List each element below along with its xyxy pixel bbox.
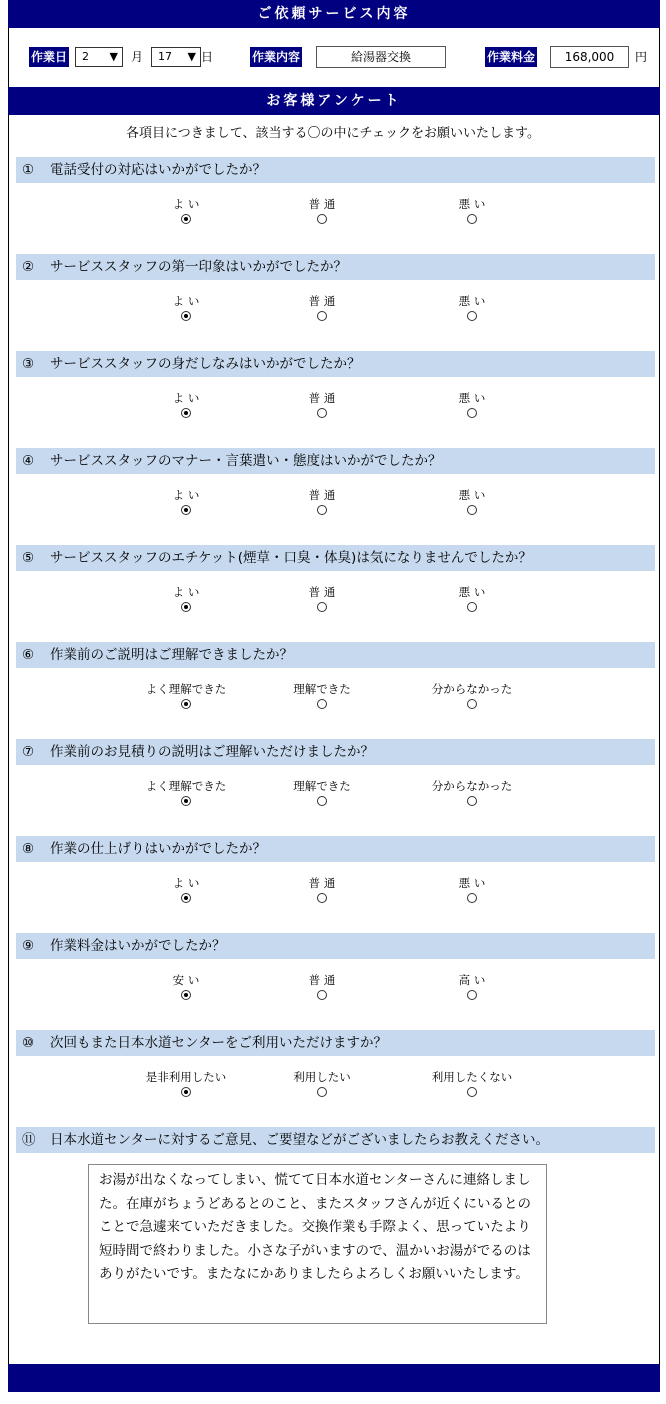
fee-unit: 円 xyxy=(635,50,648,64)
option-3[interactable] xyxy=(412,1069,532,1097)
question-number: ⑥ xyxy=(22,647,35,663)
option-3[interactable] xyxy=(412,584,532,612)
option-2[interactable] xyxy=(262,196,382,224)
option-1[interactable] xyxy=(126,293,246,321)
option-1[interactable] xyxy=(126,778,246,806)
option-2[interactable] xyxy=(262,487,382,515)
option-2[interactable] xyxy=(262,778,382,806)
radio-button[interactable] xyxy=(317,1087,327,1097)
month-unit: 月 xyxy=(131,50,144,64)
option-label: よ い xyxy=(172,876,200,890)
option-1[interactable] xyxy=(126,196,246,224)
option-3[interactable] xyxy=(412,487,532,515)
radio-button[interactable] xyxy=(181,214,191,224)
radio-button[interactable] xyxy=(317,214,327,224)
radio-button[interactable] xyxy=(467,408,477,418)
question-5 xyxy=(16,545,655,571)
radio-button[interactable] xyxy=(181,796,191,806)
option-label: 利用したくない xyxy=(431,1070,513,1084)
radio-button[interactable] xyxy=(317,990,327,1000)
question-text: 作業前のお見積りの説明はご理解いただけましたか？ xyxy=(50,744,374,760)
question-text: 作業料金はいかがでしたか？ xyxy=(50,938,226,954)
survey-header: お客様アンケート xyxy=(8,87,660,115)
option-label: 悪 い xyxy=(458,585,486,599)
radio-button[interactable] xyxy=(467,990,477,1000)
option-3[interactable] xyxy=(412,972,532,1000)
option-label: 普 通 xyxy=(308,585,336,599)
radio-button[interactable] xyxy=(317,796,327,806)
question-number: ⑦ xyxy=(22,744,35,760)
option-label: 理解できた xyxy=(293,682,351,696)
option-label: 安 い xyxy=(172,973,200,987)
option-label: 普 通 xyxy=(308,876,336,890)
option-label: よ い xyxy=(172,391,200,405)
radio-button[interactable] xyxy=(467,505,477,515)
radio-button[interactable] xyxy=(467,796,477,806)
option-label: 高 い xyxy=(458,973,486,987)
option-3[interactable] xyxy=(412,196,532,224)
radio-button[interactable] xyxy=(467,602,477,612)
option-label: 是非利用したい xyxy=(145,1070,227,1084)
option-1[interactable] xyxy=(126,1069,246,1097)
option-1[interactable] xyxy=(126,390,246,418)
option-label: 普 通 xyxy=(308,488,336,502)
option-label: よく理解できた xyxy=(145,779,227,793)
question-1 xyxy=(16,157,655,183)
option-label: 普 通 xyxy=(308,197,336,211)
radio-button[interactable] xyxy=(317,408,327,418)
content-field: 給湯器交換 xyxy=(316,46,446,68)
content-label: 作業内容 xyxy=(250,47,302,67)
radio-button[interactable] xyxy=(181,990,191,1000)
option-1[interactable] xyxy=(126,972,246,1000)
day-select[interactable] xyxy=(151,47,201,67)
option-label: よ い xyxy=(172,197,200,211)
question-9 xyxy=(16,933,655,959)
radio-button[interactable] xyxy=(181,602,191,612)
fee-label: 作業料金 xyxy=(485,47,537,67)
question-text: サービススタッフのマナー・言葉遣い・態度はいかがでしたか？ xyxy=(50,453,442,469)
option-label: 普 通 xyxy=(308,391,336,405)
month-select[interactable] xyxy=(75,47,123,67)
date-label: 作業日 xyxy=(29,47,69,67)
question-7 xyxy=(16,739,655,765)
chevron-down-icon: ▼ xyxy=(187,50,196,63)
option-3[interactable] xyxy=(412,390,532,418)
option-2[interactable] xyxy=(262,1069,382,1097)
radio-button[interactable] xyxy=(467,1087,477,1097)
option-2[interactable] xyxy=(262,390,382,418)
question-number: ⑩ xyxy=(22,1035,35,1051)
option-label: よ い xyxy=(172,585,200,599)
radio-button[interactable] xyxy=(317,602,327,612)
question-10 xyxy=(16,1030,655,1056)
radio-button[interactable] xyxy=(181,505,191,515)
fee-field: 168,000 xyxy=(550,46,629,68)
question-number: ③ xyxy=(22,356,35,372)
radio-button[interactable] xyxy=(317,505,327,515)
question-text: サービススタッフの身だしなみはいかがでしたか？ xyxy=(50,356,361,372)
option-3[interactable] xyxy=(412,778,532,806)
radio-button[interactable] xyxy=(317,699,327,709)
radio-button[interactable] xyxy=(181,893,191,903)
option-label: 悪 い xyxy=(458,488,486,502)
question-3 xyxy=(16,351,655,377)
question-6 xyxy=(16,642,655,668)
question-number: ① xyxy=(22,162,35,178)
question-11 xyxy=(16,1127,655,1153)
option-label: 普 通 xyxy=(308,294,336,308)
radio-button[interactable] xyxy=(181,408,191,418)
question-number: ⑨ xyxy=(22,938,35,954)
question-number: ④ xyxy=(22,453,35,469)
option-label: 分からなかった xyxy=(431,682,513,696)
radio-button[interactable] xyxy=(181,699,191,709)
option-2[interactable] xyxy=(262,584,382,612)
day-value: 17 xyxy=(158,50,172,63)
service-header: ご依頼サービス内容 xyxy=(8,0,660,28)
option-label: 理解できた xyxy=(293,779,351,793)
service-info-row xyxy=(0,44,666,74)
question-text: 電話受付の対応はいかがでしたか？ xyxy=(50,162,266,178)
radio-button[interactable] xyxy=(467,311,477,321)
option-1[interactable] xyxy=(126,487,246,515)
option-label: 分からなかった xyxy=(431,779,513,793)
option-label: 利用したい xyxy=(293,1070,351,1084)
question-text: 作業の仕上げりはいかがでしたか？ xyxy=(50,841,266,857)
option-label: 悪 い xyxy=(458,876,486,890)
question-8 xyxy=(16,836,655,862)
option-3[interactable] xyxy=(412,681,532,709)
survey-intro: 各項目につきまして、該当する〇の中にチェックをお願いいたします。 xyxy=(125,126,541,141)
question-text: 作業前のご説明はご理解できましたか？ xyxy=(50,647,293,663)
option-label: 悪 い xyxy=(458,197,486,211)
footer-bar xyxy=(8,1364,660,1392)
option-label: 普 通 xyxy=(308,973,336,987)
question-text: 次回もまた日本水道センターをご利用いただけますか？ xyxy=(50,1035,387,1051)
radio-button[interactable] xyxy=(467,214,477,224)
chevron-down-icon: ▼ xyxy=(109,50,118,63)
radio-button[interactable] xyxy=(317,311,327,321)
option-2[interactable] xyxy=(262,681,382,709)
option-label: よ い xyxy=(172,488,200,502)
option-label: 悪 い xyxy=(458,391,486,405)
question-text: サービススタッフの第一印象はいかがでしたか？ xyxy=(50,259,347,275)
question-text: 日本水道センターに対するご意見、ご要望などがございましたらお教えください。 xyxy=(50,1132,549,1148)
day-unit: 日 xyxy=(201,50,214,64)
radio-button[interactable] xyxy=(317,893,327,903)
question-number: ⑤ xyxy=(22,550,35,566)
option-1[interactable] xyxy=(126,681,246,709)
question-4 xyxy=(16,448,655,474)
option-2[interactable] xyxy=(262,875,382,903)
radio-button[interactable] xyxy=(181,1087,191,1097)
comment-textarea[interactable]: お湯が出なくなってしまい、慌てて日本水道センターさんに連絡しました。在庫がちょうどあるとのこと、またスタッフさんが近くにいるとのことで急遽来ていただきました。交換作業も手際よく、思っていたより短時間で終わりました。小さな子がいますので、温かいお湯がでるのはありがたいです。またなにかありましたらよろしくお願いいたします。 xyxy=(88,1164,547,1324)
month-value: 2 xyxy=(82,50,89,63)
question-number: ⑧ xyxy=(22,841,35,857)
option-2[interactable] xyxy=(262,293,382,321)
radio-button[interactable] xyxy=(467,699,477,709)
radio-button[interactable] xyxy=(181,311,191,321)
option-1[interactable] xyxy=(126,584,246,612)
option-2[interactable] xyxy=(262,972,382,1000)
option-3[interactable] xyxy=(412,875,532,903)
option-label: よ い xyxy=(172,294,200,308)
question-2 xyxy=(16,254,655,280)
question-number: ⑪ xyxy=(22,1132,36,1148)
question-number: ② xyxy=(22,259,35,275)
radio-button[interactable] xyxy=(467,893,477,903)
option-label: 悪 い xyxy=(458,294,486,308)
question-text: サービススタッフのエチケット(煙草・口臭・体臭)は気になりませんでしたか？ xyxy=(50,550,532,566)
option-1[interactable] xyxy=(126,875,246,903)
option-label: よく理解できた xyxy=(145,682,227,696)
option-3[interactable] xyxy=(412,293,532,321)
